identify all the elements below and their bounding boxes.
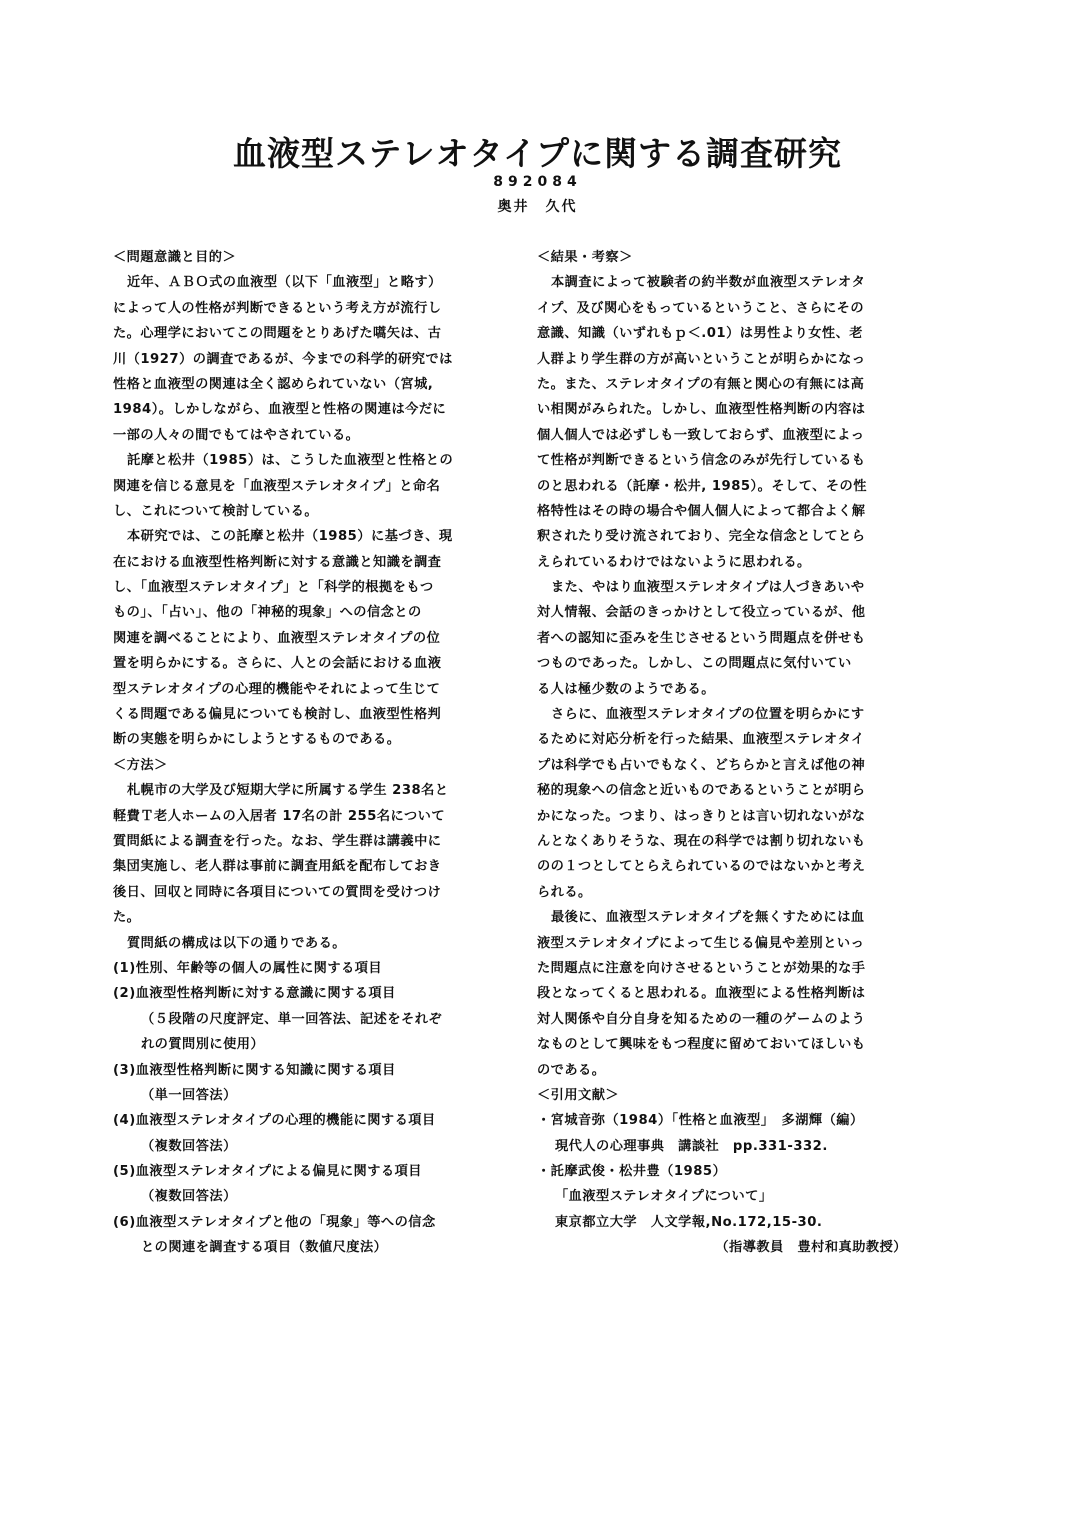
body-line: また、やはり血液型ステレオタイプは人づきあいや	[551, 580, 865, 596]
body-line: 性格と血液型の関連は全く認められていない（宮城,	[113, 376, 434, 392]
section-heading-purpose: ＜問題意識と目的＞	[113, 250, 237, 265]
body-line: くる問題である偏見についても検討し、血液型性格判	[113, 707, 442, 723]
list-item: (3)血液型性格判断に関する知識に関する項目	[113, 1062, 396, 1078]
body-line: 型ステレオタイプの心理的機能やそれによって生じて	[113, 681, 441, 697]
body-line: し、これについて検討している。	[113, 503, 319, 519]
body-line: 段となってくると思われる。血液型による性格判断は	[537, 986, 866, 1002]
body-line: 託摩と松井（1985）は、こうした血液型と性格との	[127, 453, 454, 469]
right-column	[537, 245, 947, 1261]
body-line: 対人情報、会話のきっかけとして役立っているが、他	[537, 605, 866, 621]
body-line: し、「血液型ステレオタイプ」と「科学的根拠をもつ	[113, 580, 434, 596]
body-line: えられているわけではないように思われる。	[537, 554, 811, 570]
body-line: 秘的現象への信念と近いものであるということが明ら	[537, 783, 866, 799]
body-line: る人は極少数のようである。	[537, 681, 715, 697]
body-line: によって人の性格が判断できるという考え方が流行し	[113, 300, 442, 316]
body-line: 釈されたり受け流されており、完全な信念としてとら	[537, 529, 866, 545]
list-item-detail: との関連を調査する項目（数値尺度法）	[141, 1240, 388, 1256]
body-line: もの」、「占い」、他の「神秘的現象」への信念との	[113, 605, 422, 621]
list-item: (1)性別、年齢等の個人の属性に関する項目	[113, 960, 383, 976]
body-line: さらに、血液型ステレオタイプの位置を明らかにす	[551, 707, 865, 723]
body-line: 1984）。しかしながら、血液型と性格の関連は今だに	[113, 402, 447, 418]
body-line: 対人関係や自分自身を知るための一種のゲームのよう	[537, 1011, 866, 1027]
body-line: 後日、回収と同時に各項目についての質問を受けつけ	[113, 884, 442, 900]
body-line: 軽費Ｔ老人ホームの入居者 17名の計 255名について	[113, 808, 446, 824]
body-line: い相関がみられた。しかし、血液型性格判断の内容は	[537, 402, 866, 418]
body-line: プは科学でも占いでもなく、どちらかと言えば他の神	[537, 757, 866, 773]
list-item-detail: （５段階の尺度評定、単一回答法、記述をそれぞ	[141, 1011, 443, 1027]
body-line: 集団実施し、老人群は事前に調査用紙を配布しておき	[113, 859, 442, 875]
list-item: (2)血液型性格判断に対する意識に関する項目	[113, 986, 396, 1002]
student-id: 892084	[493, 174, 582, 190]
left-column	[113, 245, 523, 1261]
body-line: 質問紙の構成は以下の通りである。	[127, 935, 346, 951]
body-line: られる。	[537, 884, 592, 900]
list-item-detail: （複数回答法）	[141, 1189, 237, 1205]
body-line: なものとして興味をもつ程度に留めておいてほしいも	[537, 1037, 866, 1053]
list-item: (4)血液型ステレオタイプの心理的機能に関する項目	[113, 1113, 436, 1129]
body-line: 関連を調べることにより、血液型ステレオタイプの位	[113, 630, 441, 646]
body-line: かになった。つまり、はっきりとは言い切れないがな	[537, 808, 866, 824]
section-heading-results: ＜結果・考察＞	[537, 250, 633, 265]
list-item: (6)血液型ステレオタイプと他の「現象」等への信念	[113, 1214, 436, 1230]
body-line: た。心理学においてこの問題をとりあげた嚆矢は、古	[113, 326, 442, 342]
section-heading-references: ＜引用文献＞	[537, 1087, 620, 1103]
body-line: 者への認知に歪みを生じさせるという問題点を併せも	[537, 630, 866, 646]
body-line: 意識、知識（いずれもｐ＜.01）は男性より女性、老	[537, 326, 863, 342]
reference-detail: 「血液型ステレオタイプについて」	[555, 1189, 773, 1205]
body-line: 本研究では、この託摩と松井（1985）に基づき、現	[127, 529, 453, 545]
body-line: た問題点に注意を向けさせるということが効果的な手	[537, 960, 866, 976]
body-line: 最後に、血液型ステレオタイプを無くすためには血	[551, 910, 865, 926]
author-name: 奥井 久代	[497, 199, 578, 215]
body-line: 格特性はその時の場合や個人個人によって都合よく解	[537, 503, 866, 519]
body-line: 質問紙による調査を行った。なお、学生群は講義中に	[113, 833, 442, 849]
body-line: 札幌市の大学及び短期大学に所属する学生 238名と	[127, 783, 449, 799]
advisor-note: （指導教員 豊村和真助教授）	[715, 1240, 907, 1256]
list-item-detail: （単一回答法）	[141, 1087, 237, 1103]
reference-item: ・宮城音弥（1984）「性格と血液型」 多湖輝（編）	[537, 1113, 864, 1129]
reference-item: ・託摩武俊・松井豊（1985）	[537, 1164, 727, 1180]
body-line: て性格が判断できるという信念のみが先行しているも	[537, 453, 866, 469]
reference-detail: 現代人の心理事典 講談社 pp.331-332.	[555, 1138, 828, 1154]
body-line: のである。	[537, 1062, 606, 1078]
section-heading-method: ＜方法＞	[113, 757, 168, 773]
body-line: のと思われる（託摩・松井, 1985）。そして、その性	[537, 478, 867, 494]
reference-detail: 東京都立大学 人文学報,No.172,15-30.	[555, 1214, 823, 1230]
list-item-detail: れの質問別に使用）	[141, 1037, 265, 1053]
list-item: (5)血液型ステレオタイプによる偏見に関する項目	[113, 1164, 422, 1180]
body-line: た。	[113, 910, 141, 926]
body-line: るために対応分析を行った結果、血液型ステレオタイ	[537, 732, 865, 748]
body-line: 本調査によって被験者の約半数が血液型ステレオタ	[551, 275, 866, 291]
body-line: つものであった。しかし、この問題点に気付いてい	[537, 656, 852, 672]
body-line: 在における血液型性格判断に対する意識と知識を調査	[113, 554, 442, 570]
body-line: 液型ステレオタイプによって生じる偏見や差別といっ	[537, 935, 865, 951]
body-line: 置を明らかにする。さらに、人との会話における血液	[113, 656, 442, 672]
body-line: んとなくありそうな、現在の科学では割り切れないも	[537, 833, 866, 849]
body-line: 近年、ＡＢＯ式の血液型（以下「血液型」と略す）	[127, 275, 442, 291]
body-line: た。また、ステレオタイプの有無と関心の有無には高	[537, 376, 865, 392]
body-line: 人群より学生群の方が高いということが明らかになっ	[537, 351, 866, 367]
body-line: 個人個人では必ずしも一致しておらず、血液型によっ	[537, 427, 865, 443]
body-line: 川（1927）の調査であるが、今までの科学的研究では	[113, 351, 453, 367]
list-item-detail: （複数回答法）	[141, 1138, 237, 1154]
body-line: イプ、及び関心をもっているということ、さらにその	[537, 300, 865, 316]
body-line: 関連を信じる意見を「血液型ステレオタイプ」と命名	[113, 478, 441, 494]
document-title: 血液型ステレオタイプに関する調査研究	[232, 134, 843, 173]
body-line: のの１つとしてとらえられているのではないかと考え	[537, 859, 866, 875]
body-line: 一部の人々の間でもてはやされている。	[113, 427, 360, 443]
body-line: 断の実態を明らかにしようとするものである。	[113, 732, 401, 748]
